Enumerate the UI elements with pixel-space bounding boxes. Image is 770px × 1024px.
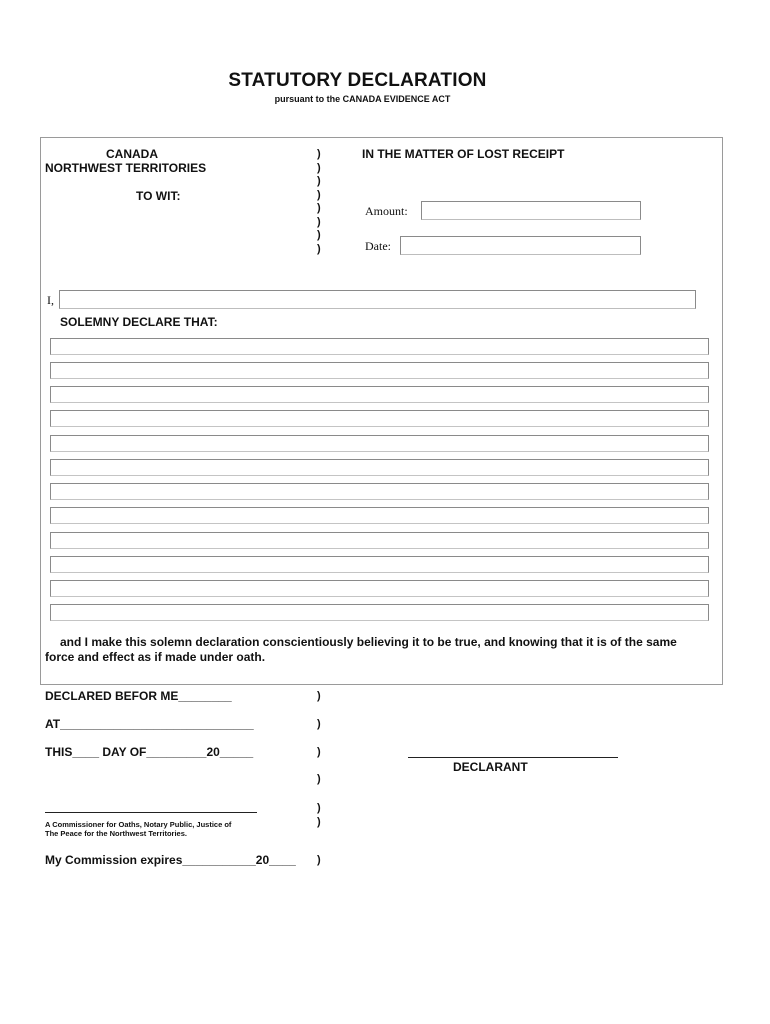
declaration-line[interactable] — [50, 580, 709, 597]
date-label: Date: — [365, 239, 391, 253]
declared-before-line: DECLARED BEFOR ME________ — [45, 689, 232, 703]
declaration-line[interactable] — [50, 459, 709, 476]
paren: ) — [317, 854, 321, 866]
commissioner-signature-line — [45, 812, 257, 813]
declarant-name-field[interactable] — [59, 290, 696, 309]
paren: ) — [317, 242, 321, 255]
declaration-line[interactable] — [50, 362, 709, 379]
paren: ) — [317, 202, 321, 214]
declaration-line-input[interactable] — [51, 536, 708, 551]
paren: ) — [317, 802, 321, 814]
paren: ) — [317, 175, 321, 187]
amount-field[interactable] — [421, 201, 641, 220]
jurisdiction-territory: NORTHWEST TERRITORIES — [45, 161, 207, 175]
amount-input[interactable] — [422, 204, 640, 221]
declaration-line[interactable] — [50, 604, 709, 621]
declaration-line-input[interactable] — [51, 366, 708, 381]
declaration-line[interactable] — [50, 532, 709, 549]
solemnly-declare-label: SOLEMNY DECLARE THAT: — [60, 315, 218, 329]
jurisdiction-country: CANADA — [106, 147, 158, 161]
amount-label: Amount: — [365, 204, 408, 218]
declaration-line[interactable] — [50, 435, 709, 452]
document-subtitle: pursuant to the CANADA EVIDENCE ACT — [274, 94, 451, 104]
declarant-name-input[interactable] — [60, 293, 695, 310]
paren: ) — [317, 229, 321, 241]
declarant-signature-line — [408, 757, 618, 758]
i-label: I, — [47, 293, 54, 307]
document-title: STATUTORY DECLARATION — [228, 70, 487, 91]
declaration-line-input[interactable] — [51, 463, 708, 478]
declaration-line-input[interactable] — [51, 342, 708, 357]
paren: ) — [317, 816, 321, 828]
commissioner-title-line1: A Commissioner for Oaths, Notary Public, Justice of — [45, 820, 232, 829]
declaration-line[interactable] — [50, 338, 709, 355]
declaration-line-input[interactable] — [51, 560, 708, 575]
paren: ) — [317, 148, 321, 160]
declaration-line-input[interactable] — [51, 487, 708, 502]
commission-expires-line: My Commission expires___________20____ — [45, 853, 296, 867]
at-line: AT_____________________________ — [45, 717, 254, 731]
closing-statement: and I make this solemn declaration conscientiously believing it to be true, and knowing that it is of the same force and effect as if made under oath. — [45, 635, 677, 664]
declaration-line-input[interactable] — [51, 608, 708, 623]
paren: ) — [317, 188, 321, 201]
declaration-line[interactable] — [50, 386, 709, 403]
matter-heading: IN THE MATTER OF LOST RECEIPT — [362, 147, 565, 161]
paren: ) — [317, 690, 321, 702]
declarant-label: DECLARANT — [453, 760, 528, 774]
to-wit-label: TO WIT: — [136, 189, 181, 203]
date-field[interactable] — [400, 236, 641, 255]
commissioner-title-line2: The Peace for the Northwest Territories. — [45, 829, 187, 838]
paren: ) — [317, 718, 321, 730]
paren: ) — [317, 161, 321, 174]
paren: ) — [317, 215, 321, 228]
date-input[interactable] — [401, 239, 640, 256]
declaration-line[interactable] — [50, 410, 709, 427]
declaration-line[interactable] — [50, 556, 709, 573]
declaration-line-input[interactable] — [51, 584, 708, 599]
paren: ) — [317, 773, 321, 785]
declaration-line-input[interactable] — [51, 390, 708, 405]
paren: ) — [317, 746, 321, 758]
declaration-line[interactable] — [50, 507, 709, 524]
declaration-line-input[interactable] — [51, 439, 708, 454]
declaration-line[interactable] — [50, 483, 709, 500]
paren-column-top — [317, 148, 327, 256]
this-day-line: THIS____ DAY OF_________20_____ — [45, 745, 254, 759]
declaration-line-input[interactable] — [51, 511, 708, 526]
declaration-line-input[interactable] — [51, 414, 708, 429]
